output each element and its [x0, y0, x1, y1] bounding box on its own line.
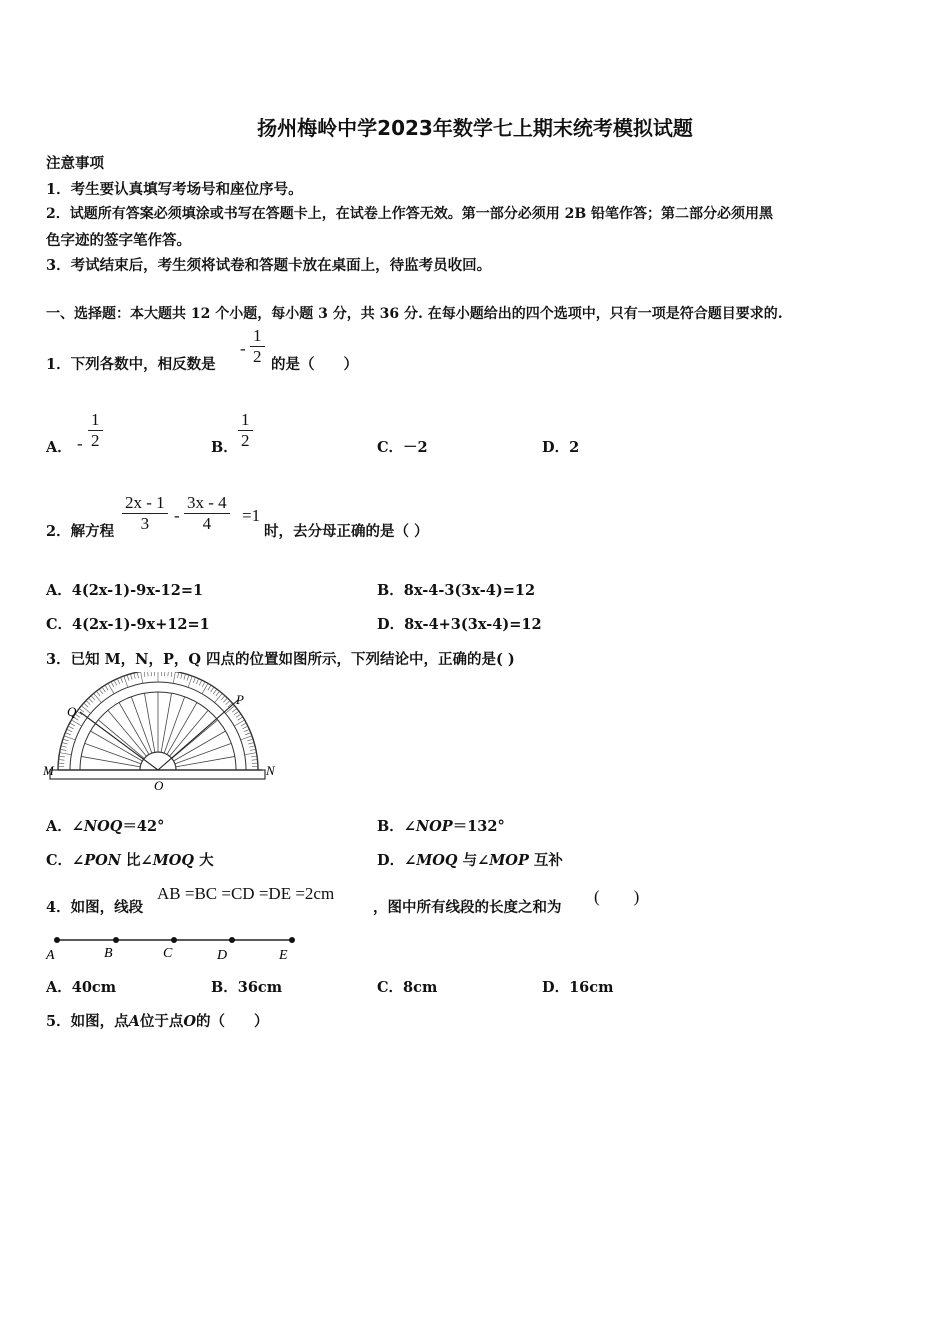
protractor-ray — [164, 697, 185, 753]
q3-stem: 3．已知 M，N，P，Q 四点的位置如图所示，下列结论中，正确的是( ) — [46, 651, 515, 668]
q4-suffix: ，图中所有线段的长度之和为 — [373, 899, 562, 916]
protractor-tick — [70, 723, 75, 726]
ray-oq — [80, 712, 158, 770]
q4-expression: AB =BC =CD =DE =2cm — [157, 884, 335, 903]
q3-d-angle-2: ∠MOP — [477, 852, 529, 869]
protractor-tick — [105, 685, 108, 690]
q4-option-d: D．16cm — [542, 979, 614, 996]
protractor-tick — [234, 711, 239, 715]
protractor-tick — [111, 682, 114, 687]
q1-a-num: 1 — [91, 410, 100, 429]
q2-f2-num: 3x - 4 — [187, 493, 227, 512]
protractor-tick — [184, 674, 186, 680]
q2-equals: =1 — [242, 506, 261, 525]
q2-option-b: B．8x-4-3(3x-4)=12 — [377, 582, 536, 599]
q2-fraction-2 — [184, 493, 230, 534]
label-a: A — [46, 948, 55, 963]
protractor-tick — [144, 672, 145, 677]
protractor-tick — [249, 746, 255, 747]
protractor-ray — [175, 743, 231, 764]
protractor-ray — [131, 697, 152, 753]
protractor-tick — [89, 698, 93, 702]
protractor-tick — [117, 679, 119, 684]
q3-a-label: A． — [46, 818, 72, 835]
protractor-tick — [178, 672, 179, 678]
page-title: 扬州梅岭中学2023年数学七上期末统考模拟试题 — [257, 116, 693, 140]
protractor-tick — [130, 674, 132, 680]
protractor-tick — [251, 760, 257, 761]
protractor-tick — [232, 708, 237, 712]
protractor-tick — [61, 746, 67, 747]
protractor-tick — [65, 733, 71, 735]
notice-heading: 注意事项 — [46, 155, 104, 172]
q2-suffix: 时，去分母正确的是（ ） — [264, 523, 429, 540]
protractor-ray — [161, 693, 171, 752]
ray-op — [158, 700, 238, 770]
point-b — [113, 937, 119, 943]
protractor-tick — [141, 672, 143, 683]
q3-d-angle-1: ∠MOQ — [404, 852, 458, 869]
protractor-tick — [215, 693, 223, 702]
label-n: N — [266, 763, 275, 778]
q3-b-angle: ∠NOP — [403, 818, 453, 835]
protractor-tick — [250, 749, 256, 750]
q1-option-b-fraction — [238, 410, 253, 451]
protractor-tick — [242, 726, 247, 729]
q3-d-mid: 与 — [457, 852, 478, 869]
protractor-tick — [245, 733, 251, 735]
protractor-tick — [63, 739, 69, 741]
protractor-tick — [173, 672, 175, 683]
label-b: B — [104, 946, 113, 961]
q1-b-num: 1 — [241, 410, 250, 429]
segment-figure — [42, 930, 302, 964]
q3-option-c — [46, 849, 214, 870]
point-a — [54, 937, 60, 943]
q2-option-d: D．8x-4+3(3x-4)=12 — [377, 616, 542, 633]
q2-prefix: 2．解方程 — [46, 523, 115, 540]
q2-option-c: C．4(2x-1)-9x+12=1 — [46, 616, 210, 633]
label-m: M — [43, 763, 54, 778]
protractor-ray — [176, 756, 235, 766]
notice-item: 3．考试结束后，考生须将试卷和答题卡放在桌面上，待监考员收回。 — [46, 257, 492, 274]
protractor-tick — [236, 714, 241, 717]
q4-option-a: A．40cm — [46, 979, 117, 996]
protractor-tick — [223, 698, 227, 702]
protractor-tick — [64, 736, 75, 740]
protractor-tick — [67, 729, 72, 731]
q1-a-den: 2 — [88, 430, 103, 451]
label-p: P — [236, 692, 244, 707]
q1-fraction — [250, 326, 265, 367]
label-c: C — [163, 946, 173, 961]
protractor-tick — [187, 675, 189, 681]
protractor-tick — [241, 736, 252, 740]
protractor-tick — [248, 742, 254, 744]
q3-a-value: ＝42° — [122, 818, 165, 835]
protractor-tick — [99, 689, 103, 694]
protractor-tick — [79, 708, 84, 712]
q4-prefix: 4．如图，线段 — [46, 899, 144, 916]
protractor-tick — [62, 742, 68, 744]
protractor-ray — [85, 743, 141, 764]
protractor-tick — [148, 672, 149, 677]
label-d: D — [217, 948, 228, 963]
q2-f2-den: 4 — [184, 513, 230, 534]
q1-option-d: D．2 — [542, 439, 580, 456]
q2-minus: - — [174, 506, 180, 525]
notice-item: 2．试题所有答案必须填涂或书写在答题卡上，在试卷上作答无效。第一部分必须用 2B 铅笔作答；第二部分必须用黑 — [46, 206, 774, 222]
protractor-tick — [196, 679, 198, 684]
q1-frac-num: 1 — [253, 326, 262, 345]
q3-c-mid: 比 — [120, 852, 141, 869]
q3-c-end: 大 — [194, 852, 214, 869]
point-e — [289, 937, 295, 943]
q1-option-a-fraction — [88, 410, 103, 451]
protractor-tick — [238, 717, 243, 720]
protractor-tick — [244, 729, 249, 731]
q5-point-o: O — [183, 1013, 196, 1030]
q1-prefix: 1．下列各数中，相反数是 — [46, 356, 216, 373]
protractor-tick — [168, 672, 169, 677]
q3-a-angle: ∠NOQ — [71, 818, 123, 835]
q3-d-end: 互补 — [528, 852, 563, 869]
q3-option-d — [377, 849, 563, 870]
q5-suffix: 的（ ） — [196, 1013, 269, 1030]
protractor-tick — [211, 687, 214, 692]
q3-c-label: C． — [46, 852, 73, 869]
protractor-tick — [245, 753, 257, 755]
q1-option-c: C．－2 — [377, 439, 428, 456]
protractor-tick — [81, 706, 90, 714]
label-e: E — [279, 948, 288, 963]
q3-option-b — [377, 815, 505, 836]
q5-point-a: A — [128, 1013, 140, 1030]
protractor-ray — [144, 693, 154, 752]
protractor-tick — [188, 676, 192, 687]
point-c — [171, 937, 177, 943]
protractor-tick — [226, 701, 230, 705]
q3-b-label: B． — [377, 818, 404, 835]
q2-fraction-1 — [122, 493, 168, 534]
protractor-tick — [216, 691, 220, 696]
q3-option-a — [46, 815, 164, 836]
protractor-tick — [59, 756, 65, 757]
q1-suffix: 的是（ ） — [271, 356, 358, 373]
protractor-tick — [86, 701, 90, 705]
q1-b-den: 2 — [238, 430, 253, 451]
protractor-tick — [199, 680, 202, 685]
protractor-tick — [193, 677, 195, 683]
protractor-tick — [68, 726, 73, 729]
protractor-tick — [60, 753, 72, 755]
q1-option-b-label: B． — [211, 439, 238, 456]
q3-c-angle-2: ∠MOQ — [140, 852, 195, 869]
q4-option-c: C．8cm — [377, 979, 438, 996]
protractor-tick — [96, 691, 100, 696]
protractor-tick — [221, 696, 225, 700]
protractor-tick — [251, 756, 257, 757]
label-o: O — [154, 778, 164, 792]
notice-item: 1．考生要认真填写考场号和座位序号。 — [46, 181, 303, 198]
q3-b-value: ＝132° — [452, 818, 505, 835]
protractor-tick — [114, 680, 117, 685]
q5-mid: 位于点 — [139, 1013, 184, 1030]
q5-stem — [46, 1010, 269, 1031]
q1-frac-den: 2 — [250, 346, 265, 367]
protractor-tick — [60, 749, 66, 750]
protractor-tick — [241, 723, 246, 726]
protractor-figure — [40, 672, 290, 792]
protractor-tick — [91, 696, 95, 700]
protractor-tick — [134, 673, 135, 679]
protractor-tick — [171, 672, 172, 677]
section-heading: 一、选择题：本大题共 12 个小题，每小题 3 分，共 36 分. 在每小题给出的四个选项中，只有一项是符合题目要求的. — [46, 306, 783, 322]
protractor-tick — [121, 677, 123, 683]
protractor-tick — [84, 703, 88, 707]
q1-minus: - — [240, 339, 246, 358]
q2-f1-num: 2x - 1 — [125, 493, 165, 512]
protractor-tick — [59, 760, 65, 761]
q4-option-b: B．36cm — [211, 979, 283, 996]
protractor-tick — [202, 682, 205, 687]
q1-option-a-label: A． — [46, 439, 72, 456]
protractor-tick — [124, 676, 128, 687]
protractor-tick — [181, 673, 182, 679]
protractor-tick — [94, 693, 102, 702]
protractor-tick — [247, 739, 253, 741]
q2-option-a: A．4(2x-1)-9x-12=1 — [46, 582, 204, 599]
q3-c-angle-1: ∠PON — [72, 852, 121, 869]
q1-option-a-minus: - — [77, 434, 83, 453]
protractor-tick — [213, 689, 217, 694]
q2-f1-den: 3 — [122, 513, 168, 534]
protractor-tick — [127, 675, 129, 681]
q5-prefix: 5．如图，点 — [46, 1013, 129, 1030]
notice-item: 色字迹的签字笔作答。 — [46, 232, 191, 249]
q3-d-label: D． — [377, 852, 405, 869]
q4-paren: ( ) — [594, 887, 640, 906]
label-q: Q — [67, 704, 77, 719]
protractor-tick — [137, 672, 138, 678]
protractor-tick — [208, 685, 211, 690]
protractor-ray — [81, 756, 140, 766]
protractor-tick — [102, 687, 105, 692]
point-d — [229, 937, 235, 943]
protractor-diagram — [50, 672, 265, 779]
